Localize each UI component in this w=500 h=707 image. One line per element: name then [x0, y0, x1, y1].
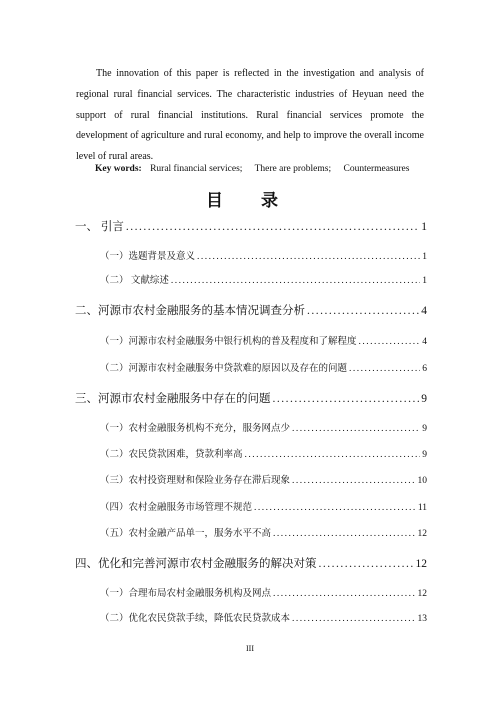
page-number: III	[246, 644, 254, 653]
toc-dot-leader	[359, 337, 421, 347]
keyword-item: Countermeasures	[343, 164, 410, 174]
toc-entry-title: （五）农村金融产品单一，服务水平不高	[100, 529, 272, 539]
toc-dot-leader	[292, 614, 415, 624]
toc-entry-title: （二）河源市农村金融服务中贷款难的原因以及存在的问题	[100, 364, 348, 374]
toc-entry-page: 1	[421, 221, 427, 233]
toc-dot-leader	[273, 529, 415, 539]
toc-dot-leader	[197, 252, 420, 262]
toc-section-entry[interactable]	[100, 272, 427, 286]
toc-entry-title: （一）农村金融服务机构不充分，服务网点少	[100, 424, 291, 434]
toc-entry-page: 1	[422, 276, 427, 286]
toc-section-entry[interactable]	[100, 525, 427, 539]
toc-entry-page: 12	[415, 558, 427, 570]
keywords-label: Key words:	[95, 164, 142, 174]
toc-entry-page: 12	[417, 589, 427, 599]
toc-section-entry[interactable]	[100, 499, 427, 513]
toc-entry-title: （二）农民贷款困难，贷款利率高	[100, 450, 243, 460]
toc-dot-leader	[307, 305, 419, 317]
keyword-item: Rural financial services;	[150, 164, 243, 174]
toc-dot-leader	[292, 476, 415, 486]
toc-dot-leader	[245, 450, 421, 460]
toc-entry-title: （二） 文献综述	[100, 276, 169, 286]
toc-section-entry[interactable]	[100, 420, 427, 434]
toc-dot-leader	[171, 276, 420, 286]
toc-entry-page: 9	[422, 450, 427, 460]
toc-entry-page: 4	[422, 337, 427, 347]
toc-entry-page: 11	[417, 503, 427, 513]
toc-chapter-entry[interactable]	[75, 555, 427, 571]
toc-section-entry[interactable]	[100, 360, 427, 374]
keyword-item: There are problems;	[254, 164, 332, 174]
toc-entry-title: （三）农村投资理财和保险业务存在滞后现象	[100, 476, 291, 486]
toc-section-entry[interactable]	[100, 610, 427, 624]
toc-dot-leader	[292, 424, 420, 434]
toc-entry-page: 10	[417, 476, 427, 486]
abstract-section	[76, 64, 424, 168]
toc-dot-leader	[126, 221, 419, 233]
toc-entry-page: 13	[417, 614, 427, 624]
toc-entry-title: 三、河源市农村金融服务中存在的问题	[75, 393, 271, 405]
toc-entry-title: 一、 引言	[75, 221, 124, 233]
toc-section-entry[interactable]	[100, 446, 427, 460]
keywords-line	[95, 164, 435, 174]
toc-section-entry[interactable]	[100, 472, 427, 486]
toc-chapter-entry[interactable]	[75, 218, 427, 234]
toc-entry-page: 6	[422, 364, 427, 374]
toc-entry-title: （四）农村金融服务市场管理不规范	[100, 503, 253, 513]
toc-entry-title: 二、河源市农村金融服务的基本情况调查分析	[75, 305, 305, 317]
toc-entry-title: （一）选题背景及意义	[100, 252, 196, 262]
toc-chapter-entry[interactable]	[75, 390, 427, 406]
toc-dot-leader	[319, 558, 414, 570]
toc-entry-title: 四、优化和完善河源市农村金融服务的解决对策	[75, 558, 317, 570]
toc-entry-title: （一）河源市农村金融服务中银行机构的普及程度和了解程度	[100, 337, 357, 347]
toc-entry-page: 12	[417, 529, 427, 539]
toc-entry-title: （二）优化农民贷款手续，降低农民贷款成本	[100, 614, 291, 624]
toc-dot-leader	[254, 503, 416, 513]
toc-entry-page: 4	[421, 305, 427, 317]
abstract-paragraph: The innovation of this paper is reflected in the investigation and analysis of regional rural financial services. The characteristic industries of Heyuan need the support of rural financial institutions. Rural financial services promote the development of agriculture and rural economy, and help to improve the overall income level of rural areas.	[76, 68, 424, 163]
toc-entry-page: 1	[422, 252, 427, 262]
toc-entry-page: 9	[421, 393, 427, 405]
toc-dot-leader	[273, 393, 420, 405]
toc-title: 目 录	[206, 191, 294, 211]
toc-section-entry[interactable]	[100, 248, 427, 262]
toc-section-entry[interactable]	[100, 333, 427, 347]
toc-dot-leader	[273, 589, 415, 599]
toc-entry-title: （一）合理布局农村金融服务机构及网点	[100, 589, 272, 599]
toc-chapter-entry[interactable]	[75, 302, 427, 318]
toc-section-entry[interactable]	[100, 585, 427, 599]
toc-entry-page: 9	[422, 424, 427, 434]
toc-dot-leader	[349, 364, 420, 374]
